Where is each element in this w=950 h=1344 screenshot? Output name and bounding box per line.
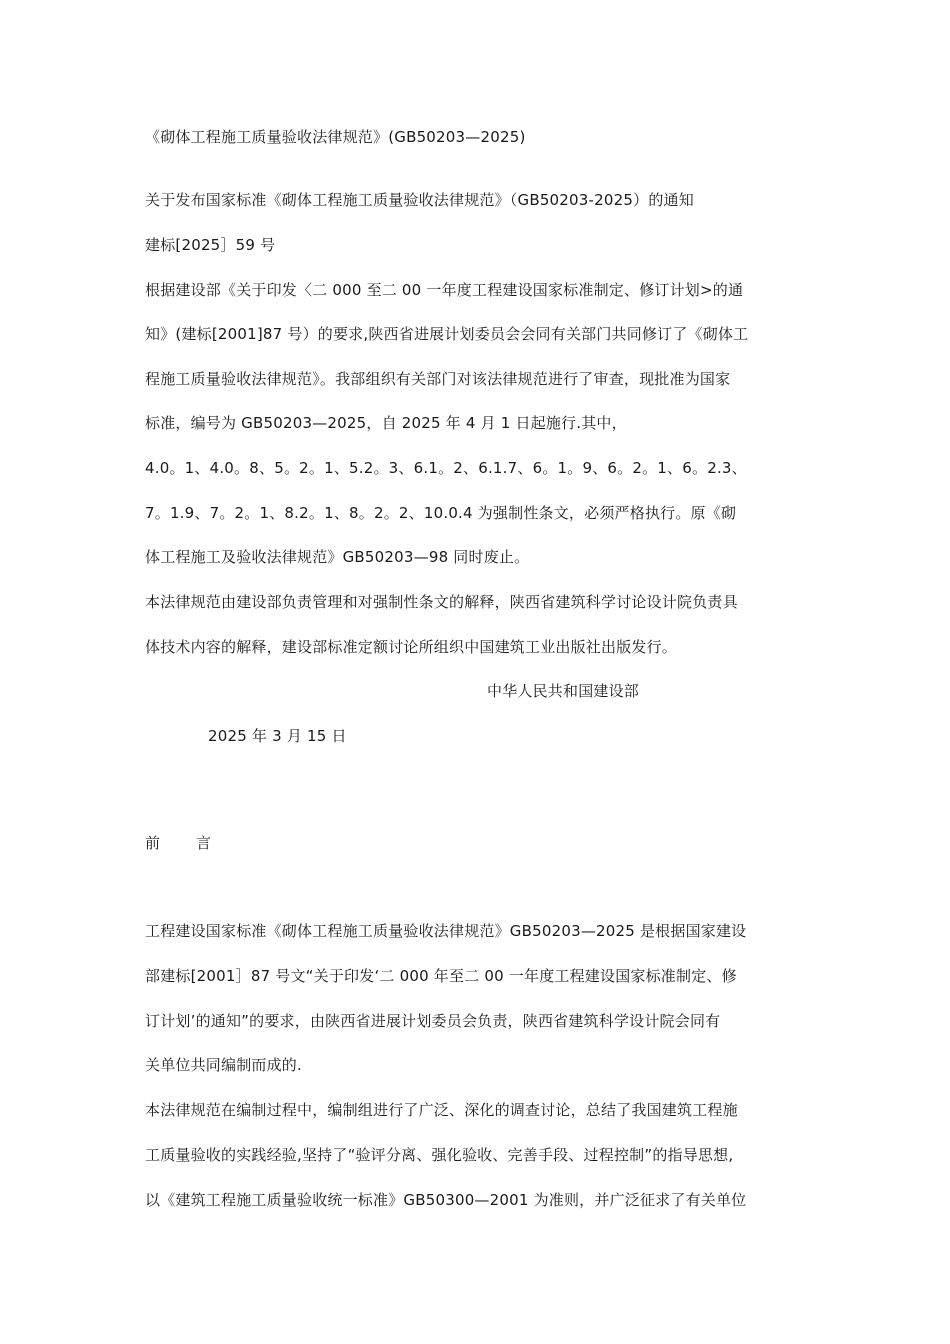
management-line: 体技术内容的解释，建设部标准定额讨论所组织中国建筑工业出版社出版发行。 xyxy=(145,638,678,656)
notice-body-line: 根据建设部《关于印发〈二 000 至二 00 一年度工程建设国家标准制定、修订计划>的通 xyxy=(145,281,744,299)
document-title: 《砌体工程施工质量验收法律规范》(GB50203—2025) xyxy=(145,128,526,146)
preface-p2-line: 以《建筑工程施工质量验收统一标准》GB50300—2001 为准则，并广泛征求了有关单位 xyxy=(145,1191,747,1209)
preface-p1-line: 工程建设国家标准《砌体工程施工质量验收法律规范》GB50203—2025 是根据国家建设 xyxy=(145,922,747,940)
issuer-signature: 中华人民共和国建设部 xyxy=(487,682,640,700)
preface-p1-line: 关单位共同编制而成的. xyxy=(145,1056,302,1074)
notice-body-line: 标准，编号为 GB50203—2025，自 2025 年 4 月 1 日起施行.其中， xyxy=(145,414,627,432)
notice-title: 关于发布国家标准《砌体工程施工质量验收法律规范》（GB50203-2025）的通知 xyxy=(145,191,694,209)
preface-heading-left: 前 xyxy=(145,834,161,852)
preface-heading-right: 言 xyxy=(196,834,212,852)
management-line: 本法律规范由建设部负责管理和对强制性条文的解释，陕西省建筑科学讨论设计院负责具 xyxy=(145,593,738,611)
notice-body-line: 4.0。1、4.0。8、5。2。1、5.2。3、6.1。2、6.1.7、6。1。9、6。2。1、6。2.3、 xyxy=(145,459,747,477)
preface-p2-line: 本法律规范在编制过程中，编制组进行了广泛、深化的调查讨论，总结了我国建筑工程施 xyxy=(145,1101,738,1119)
preface-p2-line: 工质量验收的实践经验,坚持了“验评分离、强化验收、完善手段、过程控制”的指导思想, xyxy=(145,1146,734,1164)
preface-p1-line: 部建标[2001］87 号文“关于印发‘二 000 年至二 00 一年度工程建设国家标准制定、修 xyxy=(145,967,737,985)
notice-body-line: 7。1.9、7。2。1、8.2。1、8。2。2、10.0.4 为强制性条文，必须严格执行。原《砌 xyxy=(145,504,737,522)
preface-p1-line: 订计划’的通知”的要求，由陕西省进展计划委员会负责，陕西省建筑科学设计院会同有 xyxy=(145,1012,721,1030)
issue-date: 2025 年 3 月 15 日 xyxy=(208,727,347,745)
notice-body-line: 程施工质量验收法律规范》。我部组织有关部门对该法律规范进行了审查，现批准为国家 xyxy=(145,370,731,388)
notice-body-line: 知》(建标[2001]87 号）的要求,陕西省进展计划委员会会同有关部门共同修订了《砌体工 xyxy=(145,325,749,343)
notice-number: 建标[2025］59 号 xyxy=(145,236,276,254)
notice-body-line: 体工程施工及验收法律规范》GB50203—98 同时废止。 xyxy=(145,548,530,566)
preface-heading xyxy=(145,832,345,854)
